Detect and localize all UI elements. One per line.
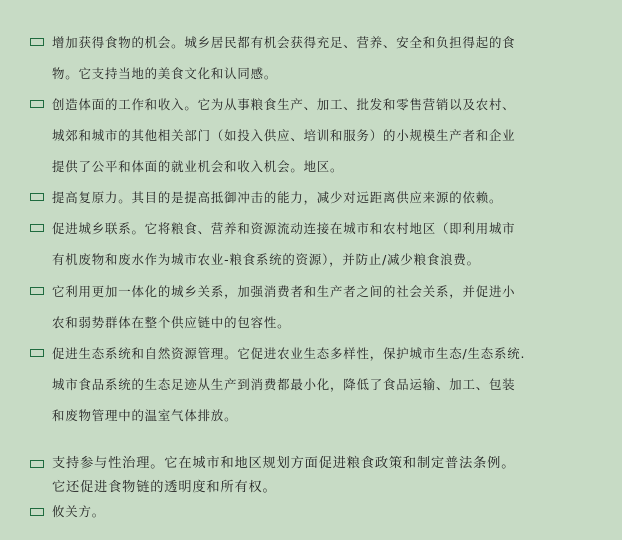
list-item-text: [52, 27, 568, 89]
checkbox-bullet-icon: [30, 287, 44, 295]
text-line: 有机废物和废水作为城市农业-粮食系统的资源），并防止/减少粮食浪费。: [52, 252, 480, 267]
checkbox-bullet-icon: [30, 460, 44, 468]
text-line: 它还促进食物链的透明度和所有权。: [52, 480, 277, 495]
text-line: 城郊和城市的其他相关部门（如投入供应、培训和服务）的小规模生产者和企业: [52, 128, 516, 143]
text-line: 和废物管理中的温室气体排放。: [52, 408, 238, 423]
list-item-text: [52, 452, 568, 500]
text-line: 支持参与性治理。它在城市和地区规划方面促进粮食政策和制定普法条例。: [52, 456, 516, 471]
text-line: 促进生态系统和自然资源管理。它促进农业生态多样性，保护城市生态/生态系统.: [52, 346, 526, 361]
text-line: 增加获得食物的机会。城乡居民都有机会获得充足、营养、安全和负担得起的食: [52, 35, 516, 50]
text-line: 城市食品系统的生态足迹从生产到消费都最小化，降低了食品运输、加工、包装: [52, 377, 516, 392]
list-item-text: [52, 276, 568, 338]
text-line: 物。它支持当地的美食文化和认同感。: [52, 66, 278, 81]
text-line: 农和弱势群体在整个供应链中的包容性。: [52, 315, 291, 330]
text-line: 促进城乡联系。它将粮食、营养和资源流动连接在城市和农村地区（即利用城市: [52, 221, 516, 236]
checkbox-bullet-icon: [30, 349, 44, 357]
list-item-text: [52, 89, 568, 182]
list-item-text: [52, 338, 568, 431]
checkbox-bullet-icon: [30, 100, 44, 108]
checkbox-bullet-icon: [30, 508, 44, 516]
text-line: 创造体面的工作和收入。它为从事粮食生产、加工、批发和零售营销以及农村、: [52, 97, 516, 112]
text-line: 攸关方。: [52, 504, 105, 519]
checkbox-bullet-icon: [30, 193, 44, 201]
checkbox-bullet-icon: [30, 38, 44, 46]
text-line: 它利用更加一体化的城乡关系，加强消费者和生产者之间的社会关系，并促进小: [52, 284, 516, 299]
text-line: 提供了公平和体面的就业机会和收入机会。地区。: [52, 159, 344, 174]
text-line: 提高复原力。其目的是提高抵御冲击的能力，减少对远距离供应来源的依赖。: [52, 190, 503, 205]
checkbox-bullet-icon: [30, 224, 44, 232]
list-item-text: [52, 213, 568, 275]
list-item-text: [52, 500, 568, 524]
list-item-text: [52, 182, 568, 213]
